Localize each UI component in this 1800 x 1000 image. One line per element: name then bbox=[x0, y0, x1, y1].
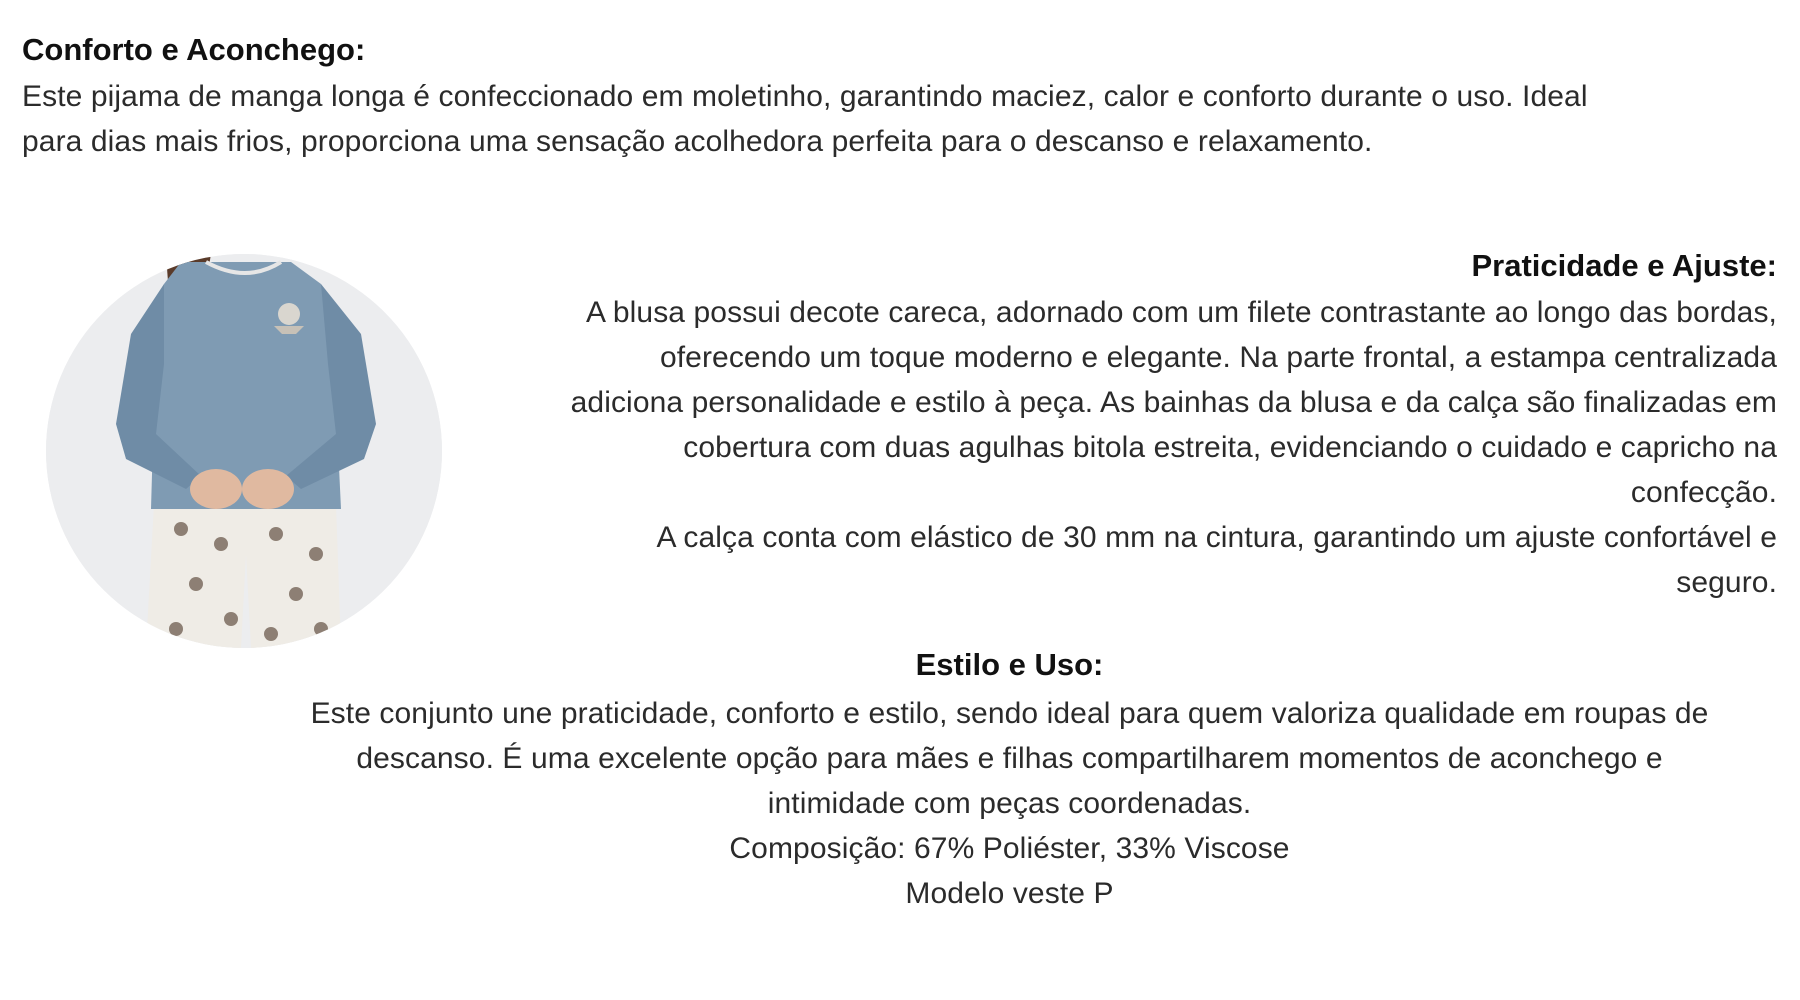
paragraph-line: oferecendo um toque moderno e elegante. Na parte frontal, a estampa centralizada bbox=[659, 341, 1777, 374]
paragraph-line: seguro. bbox=[1676, 566, 1777, 599]
paragraph-line: A calça conta com elástico de 30 mm na cintura, garantindo um ajuste confortável e bbox=[656, 521, 1777, 554]
paragraph-line: Este pijama de manga longa é confeccionado em moletinho, garantindo maciez, calor e conforto durante o uso. Ideal bbox=[22, 80, 1588, 113]
heading-practicality: Praticidade e Ajuste: bbox=[1471, 248, 1777, 283]
paragraph-line: A blusa possui decote careca, adornado com um filete contrastante ao longo das bordas, bbox=[585, 296, 1777, 329]
pajama-model-illustration bbox=[46, 254, 442, 648]
paragraph-line: Este conjunto une praticidade, conforto e estilo, sendo ideal para quem valoriza qualidade em roupas de bbox=[310, 697, 1709, 730]
paragraph-line: para dias mais frios, proporciona uma sensação acolhedora perfeita para o descanso e relaxamento. bbox=[22, 125, 1373, 158]
paragraph-line: intimidade com peças coordenadas. bbox=[767, 787, 1252, 820]
heading-comfort: Conforto e Aconchego: bbox=[22, 32, 366, 67]
section-practicality bbox=[440, 246, 1777, 605]
section-comfort bbox=[22, 30, 1782, 164]
paragraph-line: descanso. É uma excelente opção para mães e filhas compartilharem momentos de aconchego e bbox=[356, 742, 1663, 775]
model-size-line: Modelo veste P bbox=[905, 877, 1114, 910]
paragraph-line: confecção. bbox=[1630, 476, 1777, 509]
composition-line: Composição: 67% Poliéster, 33% Viscose bbox=[729, 832, 1290, 865]
paragraph-line: adiciona personalidade e estilo à peça. As bainhas da blusa e da calça são finalizadas em bbox=[570, 386, 1777, 419]
product-photo bbox=[46, 254, 442, 648]
paragraph-line: cobertura com duas agulhas bitola estreita, evidenciando o cuidado e capricho na bbox=[683, 431, 1777, 464]
heading-style: Estilo e Uso: bbox=[915, 647, 1104, 682]
section-style bbox=[222, 645, 1797, 916]
